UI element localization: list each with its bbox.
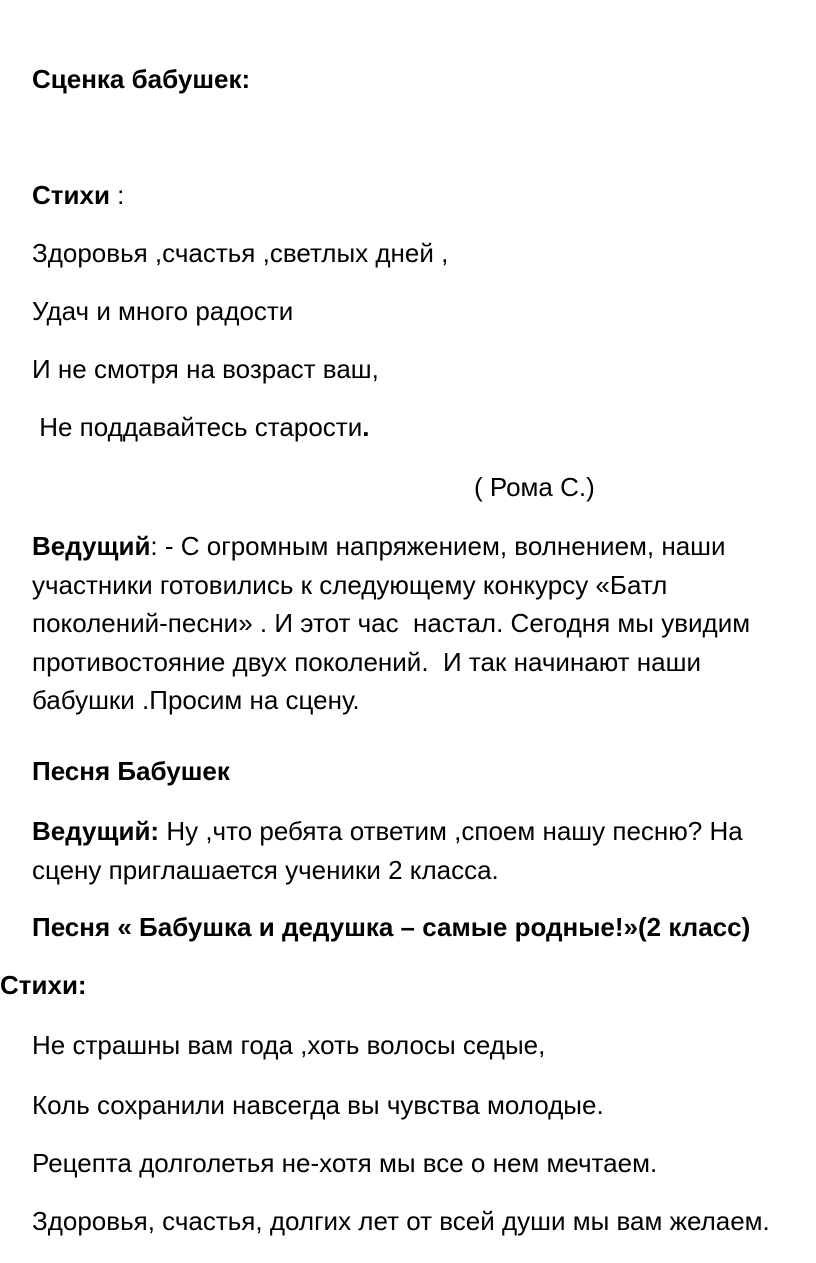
poem1-heading: Стихи [32,180,110,210]
poem2-heading: Стихи: [0,970,87,1000]
poem1-heading-suffix: : [109,180,125,210]
poem2-line: Рецепта долголетья не-хотя мы все о нем мечтаем. [32,1148,658,1178]
song1-title: Песня Бабушек [32,756,230,786]
poem1-line-period: . [362,412,370,442]
poem1-heading-line [32,180,124,211]
poem2-line: Здоровья, счастья, долгих лет от всей души мы вам желаем. [32,1206,770,1236]
host2-line: сцену приглашается ученики 2 класса. [32,854,499,885]
host1-speaker: Ведущий [32,531,151,561]
document-title: Сценка бабушек: [32,64,251,94]
host1-line: противостояние двух поколений. И так начинают наши [32,646,701,677]
host1-paragraph [32,527,802,720]
poem1-line [32,412,369,443]
poem2-line: Коль сохранили навсегда вы чувства молодые. [32,1090,604,1120]
poem1-author: ( Рома С.) [474,472,595,502]
song2-title: Песня « Бабушка и дедушка – самые родные!»(2 класс) [32,912,751,942]
poem1-line: Здоровья ,счастья ,светлых дней , [32,238,449,268]
poem1-line-text: Не поддавайтесь старости [32,412,363,442]
host1-text: : - С огромным напряжением, волнением, наши [150,531,726,561]
poem1-line: И не смотря на возраст ваш, [32,354,379,384]
host2-paragraph [32,812,802,889]
poem1-line: Удач и много радости [32,296,294,326]
host2-text: Ну ,что ребята ответим ,споем нашу песню? На [159,816,743,846]
host1-line: бабушки .Просим на сцену. [32,685,360,715]
host1-line-1 [32,527,802,566]
host2-line-1 [32,812,802,851]
host1-line: поколений-песни» . И этот час настал. Сегодня мы увидим [32,608,751,638]
host1-line: участники готовились к следующему конкурсу «Батл [32,569,668,600]
poem2-line: Не страшны вам года ,хоть волосы седые, [32,1030,546,1060]
host2-speaker: Ведущий: [32,816,160,846]
